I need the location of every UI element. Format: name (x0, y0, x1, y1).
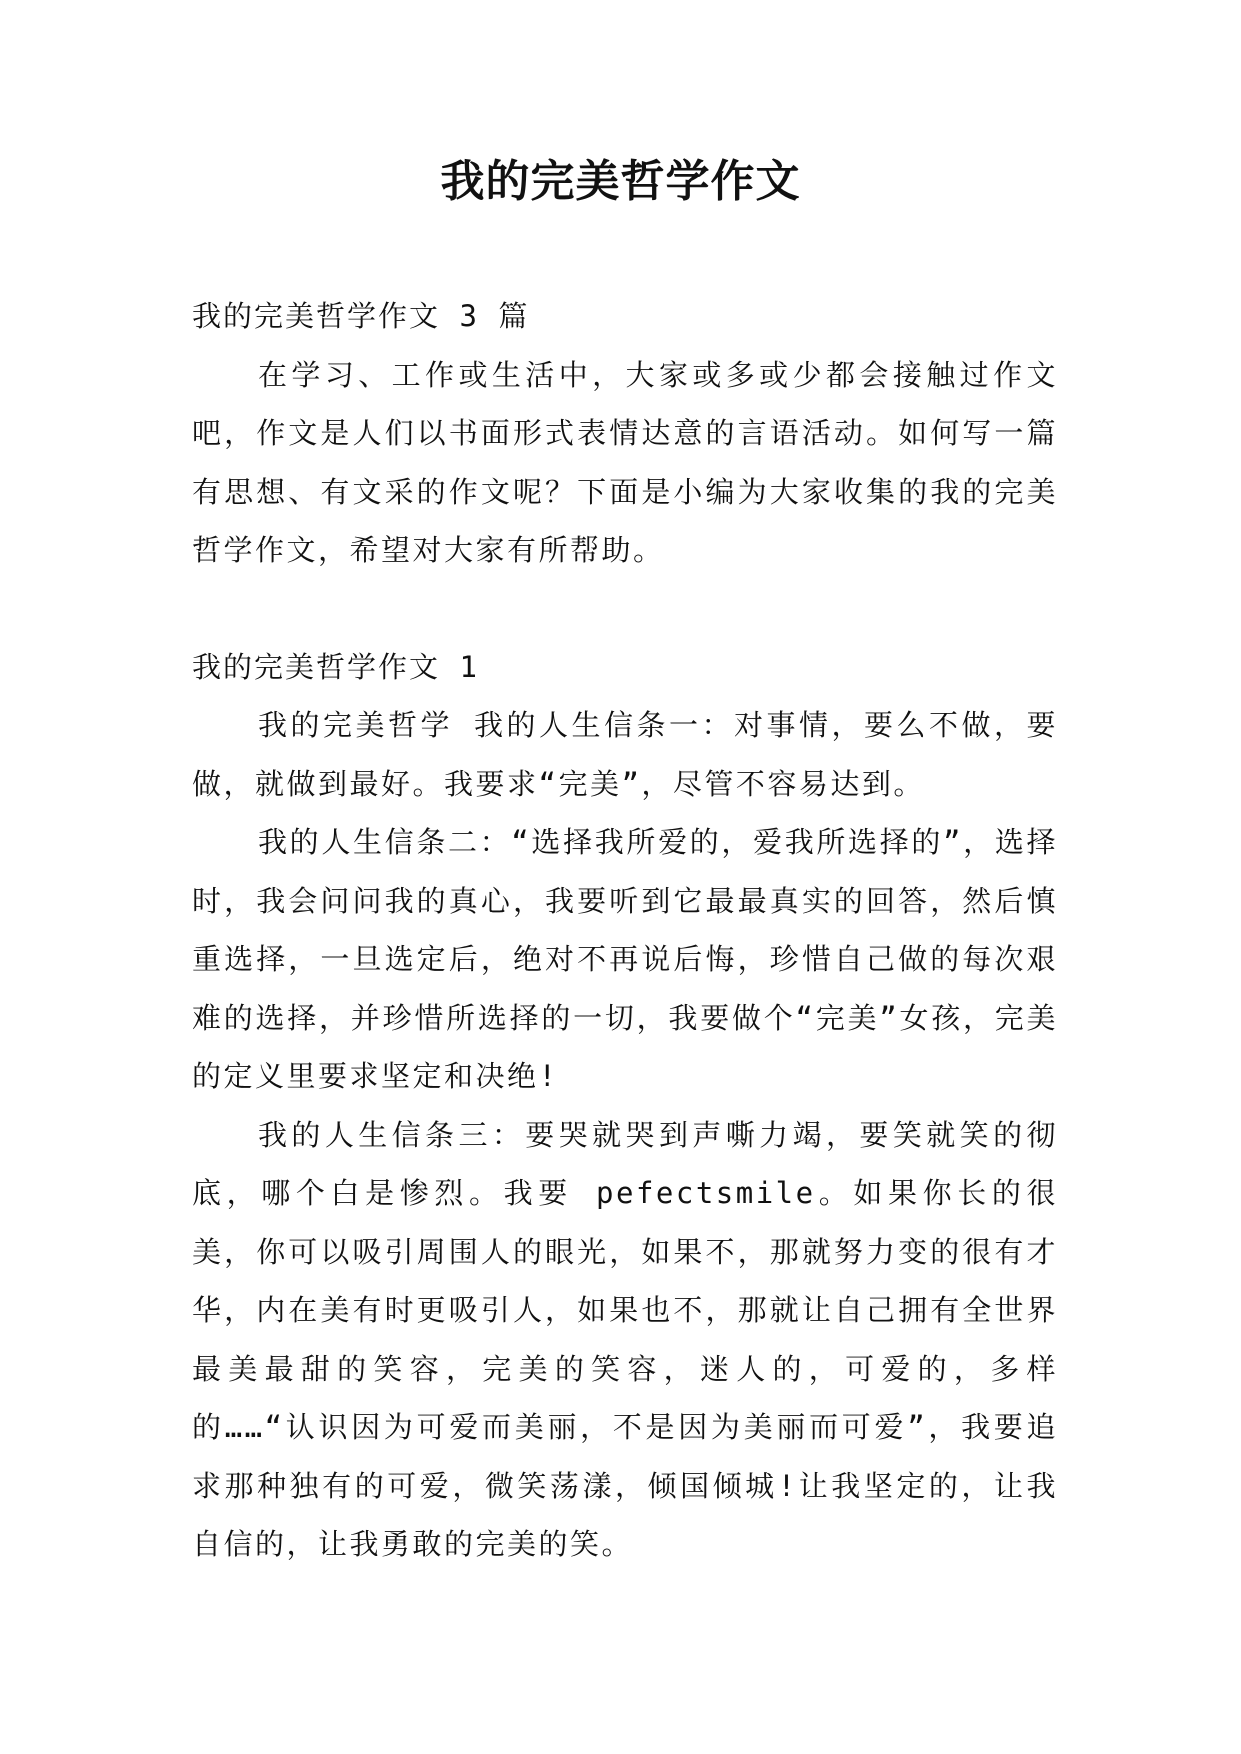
document-title: 我的完美哲学作文 (440, 156, 801, 207)
section-paragraph-1: 我的完美哲学 我的人生信条一：对事情，要么不做，要做，就做到最好。我要求“完美”，尽管不容易达到。 (192, 708, 1058, 801)
document-body (192, 287, 1058, 1574)
section-spacer (192, 580, 1058, 638)
section-paragraph-3: 我的人生信条三：要哭就哭到声嘶力竭，要笑就笑的彻底，哪个白是惨烈。我要 pefectsmile。如果你长的很美，你可以吸引周围人的眼光，如果不，那就努力变的很有才华，内在美有时更吸引人，如果也不，那就让自己拥有全世界最美最甜的笑容，完美的笑容，迷人的，可爱的，多样的……“认识因为可爱而美丽，不是因为美丽而可爱”，我要追求那种独有的可爱，微笑荡漾，倾国倾城!让我坚定的，让我自信的，让我勇敢的完美的笑。 (192, 1117, 1058, 1561)
section-paragraph-2: 我的人生信条二：“选择我所爱的，爱我所选择的”，选择时，我会问问我的真心，我要听到它最最真实的回答，然后慎重选择，一旦选定后，绝对不再说后悔，珍惜自己做的每次艰难的选择，并珍惜所选择的一切，我要做个“完美”女孩，完美的定义里要求坚定和决绝! (192, 825, 1058, 1093)
intro-heading: 我的完美哲学作文 3 篇 (192, 299, 530, 333)
intro-paragraph: 在学习、工作或生活中，大家或多或少都会接触过作文吧，作文是人们以书面形式表情达意的言语活动。如何写一篇有思想、有文采的作文呢？下面是小编为大家收集的我的完美哲学作文，希望对大家有所帮助。 (192, 357, 1058, 567)
section-heading: 我的完美哲学作文 1 (192, 649, 479, 684)
